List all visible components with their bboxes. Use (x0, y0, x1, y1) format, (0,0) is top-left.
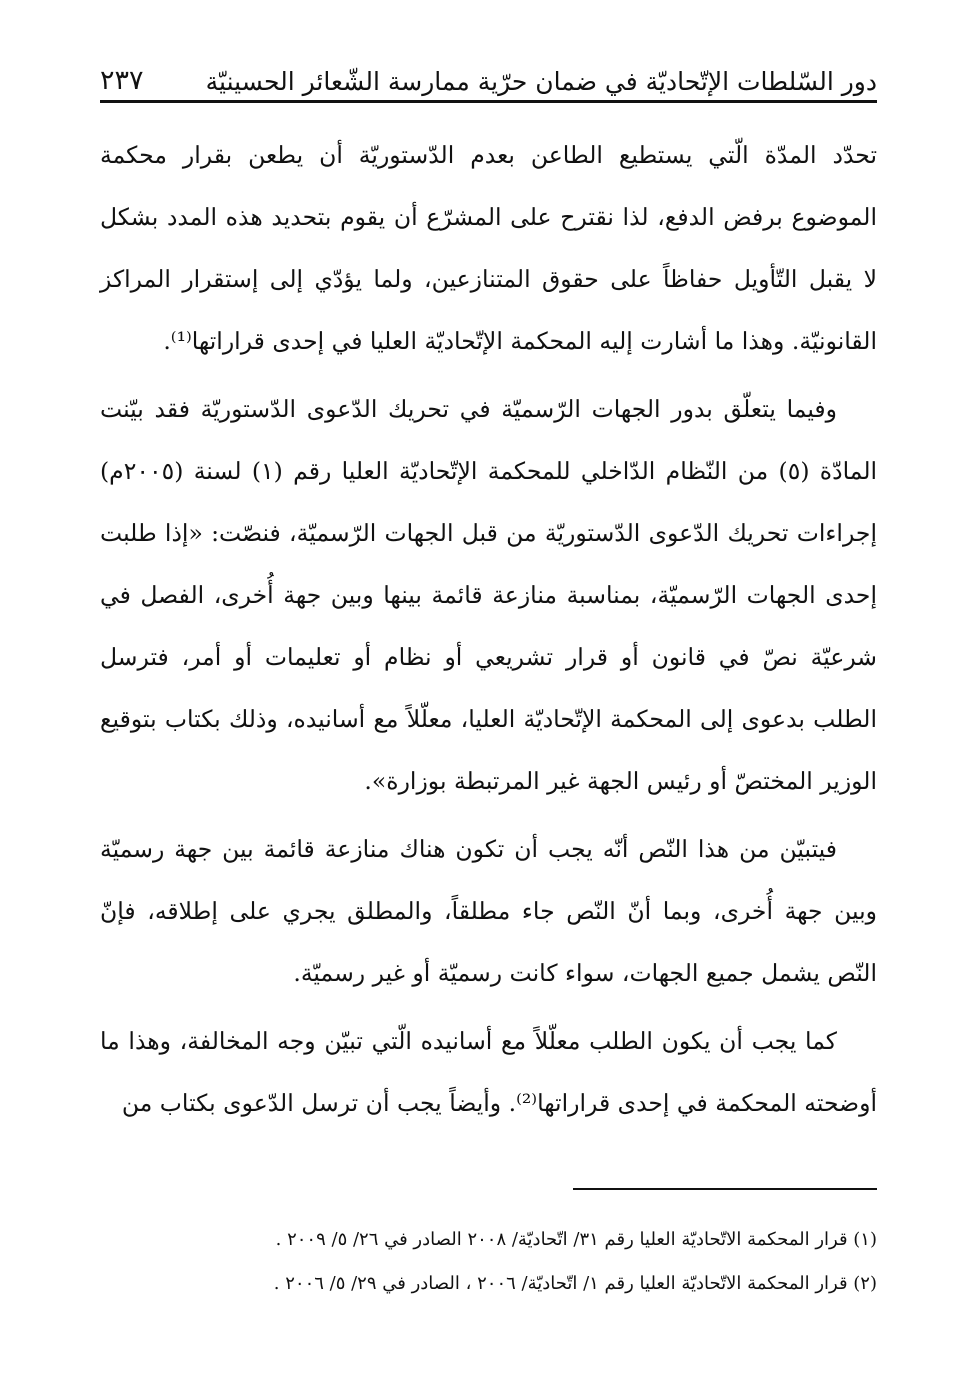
running-title: دور السّلطات الإتّحاديّة في ضمان حرّية ممارسة الشّعائر الحسينيّة (205, 67, 877, 96)
paragraph: كما يجب أن يكون الطلب معلّلاً مع أسانيده الّتي تبيّن وجه المخالفة، وهذا ما أوضحته المحكمة في إحدى قراراتها⁽²⁾. وأيضاً يجب أن ترسل الدّعوى بكتاب من (100, 1027, 877, 1117)
paragraph: تحدّد المدّة الّتي يستطيع الطاعن بعدم الدّستوريّة أن يطعن بقرار محكمة الموضوع برفض الدفع، لذا نقترح على المشرّع أن يقوم بتحديد هذه المدد بشكل لا يقبل التّأويل حفاظاً على حقوق المتنازعين، ولما يؤدّي إلى إستقرار المراكز القانونيّة. وهذا ما أشارت إليه المحكمة الإتّحاديّة العليا في إحدى قراراتها⁽¹⁾. (100, 141, 877, 355)
paragraph: وفيما يتعلّق بدور الجهات الرّسميّة في تحريك الدّعوى الدّستوريّة فقد بيّنت المادّة (٥) من النّظام الدّاخلي للمحكمة الإتّحاديّة العليا رقم (١) لسنة (٢٠٠٥م) إجراءات تحريك الدّعوى الدّستوريّة من قبل الجهات الرّسميّة، فنصّت: «إذا طلبت إحدى الجهات الرّسميّة، بمناسبة منازعة قائمة بينها وبين جهة أُخرى، الفصل في شرعيّة نصّ في قانون أو قرار تشريعي أو نظام أو تعليمات أو أمر، فترسل الطلب بدعوى إلى المحكمة الإتّحاديّة العليا، معلّلاً مع أسانيده، وذلك بكتاب بتوقيع الوزير المختصّ أو رئيس الجهة غير المرتبطة بوزارة». (100, 395, 878, 795)
running-header (100, 48, 877, 103)
footnote: (١) قرار المحكمة الاتّحاديّة العليا رقم ٣١/ اتّحاديّة/ ٢٠٠٨ الصادر في ٢٦/ ٥/ ٢٠٠٩ . (275, 1229, 877, 1250)
footnote: (٢) قرار المحكمة الاتّحاديّة العليا رقم ١/ اتّحاديّة/ ٢٠٠٦ ، الصادر في ٢٩/ ٥/ ٢٠٠٦ . (273, 1273, 877, 1294)
body-text (100, 124, 877, 1134)
page-number: ٢٣٧ (100, 65, 144, 96)
footnote-divider (573, 1188, 877, 1190)
paragraph: فيتبيّن من هذا النّص أنّه يجب أن تكون هناك منازعة قائمة بين جهة رسميّة وبين جهة أُخرى، وبما أنّ النّص جاء مطلقاً، والمطلق يجري على إطلاقه، فإنّ النّص يشمل جميع الجهات، سواء كانت رسميّة أو غير رسميّة. (100, 835, 877, 987)
footnotes (100, 1218, 877, 1306)
